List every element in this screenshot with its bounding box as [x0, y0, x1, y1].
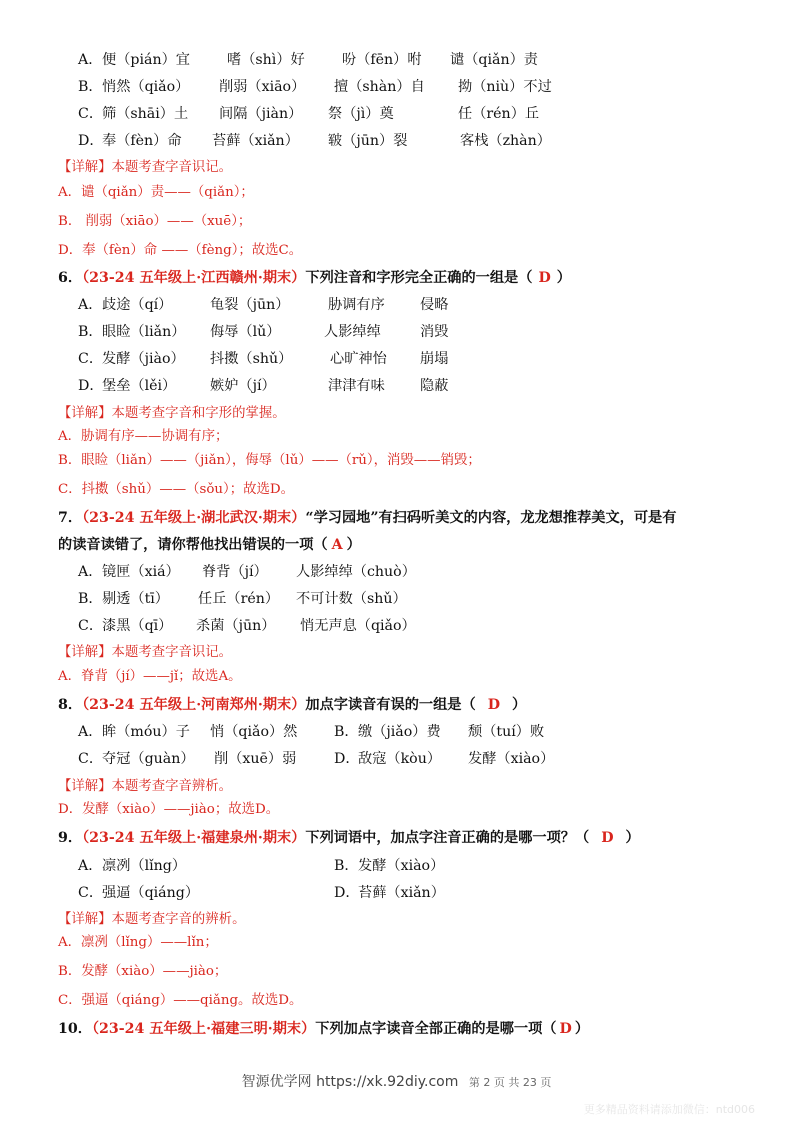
q9-explanation-line: C．强逼（qiáng）——qiǎng。故选D。	[58, 993, 303, 1008]
q7-explanation-title: 【详解】本题考查字音识记。	[58, 645, 233, 660]
q7-stem	[58, 508, 676, 528]
q9-explanation-line: B．发酵（xiào）——jiào；	[58, 964, 228, 979]
q5-explanation-title: 【详解】本题考查字音识记。	[58, 160, 233, 175]
answer-letter: A	[331, 537, 343, 553]
option-item: 侮辱（lǔ）	[210, 324, 281, 340]
question-text: “学习园地”有扫码听美文的内容，龙龙想推荐美文，可是有	[305, 510, 677, 526]
option-letter: D．	[78, 133, 104, 149]
option-letter: A．	[78, 52, 103, 68]
option-item: 心旷神怡	[330, 351, 387, 367]
q6-explanation-line: B．眼睑（liǎn）——（jiǎn），侮辱（lǔ）——（rǔ），消毁——销毁；	[58, 453, 481, 468]
option-item: 嫉妒（jí）	[210, 378, 276, 394]
q9-explanation-title: 【详解】本题考查字音的辨析。	[58, 912, 246, 927]
option-letter: D．	[78, 378, 104, 394]
option-item: 客栈（zhàn）	[460, 133, 551, 149]
question-text: 下列注音和字形完全正确的一组是（	[305, 270, 533, 286]
option-letter: B．	[78, 79, 103, 95]
option-item: 谴（qiǎn）责	[450, 52, 538, 68]
page-number: 第 2 页 共 23 页	[468, 1076, 552, 1089]
option-letter: B．	[78, 591, 103, 607]
option-item: 苔藓（xiǎn）	[212, 133, 299, 149]
question-close: ）	[512, 697, 527, 713]
option-item: 拗（niù）不过	[458, 79, 552, 95]
option-item: 发酵（xiào）	[468, 751, 555, 767]
option-item: 任（rén）丘	[458, 106, 540, 122]
option-item: 消毁	[420, 324, 449, 340]
page-footer	[0, 1071, 793, 1091]
option-letter: C．	[78, 618, 104, 634]
answer-letter: D	[601, 830, 614, 846]
option-item: 剔透（tī）	[102, 591, 169, 607]
option-letter: A．	[78, 858, 103, 874]
option-item: 人影绰绰	[324, 324, 381, 340]
option-item: 夺冠（guàn）	[102, 751, 195, 767]
option-letter: B．	[78, 324, 103, 340]
question-source: （23-24 五年级上·河南郑州·期末）	[82, 697, 306, 713]
footer-site: 智源优学网 https://xk.92diy.com	[241, 1074, 459, 1090]
option-item: 悄然（qiǎo）	[102, 79, 190, 95]
question-close: ）	[556, 270, 571, 286]
q9-explanation-line: A．凛冽（lǐng）——lǐn；	[58, 935, 218, 950]
option-item: 眸（móu）子	[102, 724, 190, 740]
option-item: 发酵（xiào）	[358, 858, 445, 874]
option-letter: B．	[334, 724, 359, 740]
option-item: 胁调有序	[328, 297, 385, 313]
option-item: 堡垒（lěi）	[102, 378, 177, 394]
option-item: 人影绰绰（chuò）	[296, 564, 416, 580]
question-source: （23-24 五年级上·福建泉州·期末）	[82, 830, 306, 846]
option-letter: B．	[334, 858, 359, 874]
option-item: 不可计数（shǔ）	[296, 591, 407, 607]
option-item: 龟裂（jūn）	[210, 297, 290, 313]
option-item: 便（pián）宜	[102, 52, 190, 68]
q8-explanation-line: D．发酵（xiào）——jiào；故选D。	[58, 802, 280, 817]
q7-stem-continued	[58, 535, 361, 555]
question-number: 9．	[58, 830, 83, 846]
option-item: 筛（shāi）土	[102, 106, 189, 122]
q8-explanation-title: 【详解】本题考查字音辨析。	[58, 779, 233, 794]
option-item: 悄（qiǎo）然	[210, 724, 298, 740]
option-letter: D．	[334, 751, 360, 767]
option-item: 敌寇（kòu）	[358, 751, 442, 767]
option-item: 崩塌	[420, 351, 449, 367]
q9-stem	[58, 828, 640, 848]
q5-explanation-line: A．谴（qiǎn）责——（qiǎn）；	[58, 185, 254, 200]
question-number: 7．	[58, 510, 83, 526]
question-text: 下列加点字读音全部正确的是哪一项（	[315, 1021, 557, 1037]
option-letter: D．	[334, 885, 360, 901]
option-item: 擅（shàn）自	[334, 79, 425, 95]
option-item: 悄无声息（qiǎo）	[300, 618, 416, 634]
question-close: ）	[625, 830, 640, 846]
q10-stem	[58, 1019, 589, 1039]
option-letter: C．	[78, 106, 104, 122]
option-item: 凛冽（lǐng）	[102, 858, 187, 874]
option-letter: A．	[78, 297, 103, 313]
option-letter: A．	[78, 724, 103, 740]
q6-explanation-line: A．胁调有序——协调有序；	[58, 429, 229, 444]
question-close: ）	[346, 537, 361, 553]
question-number: 6．	[58, 270, 83, 286]
q5-explanation-line: B． 削弱（xiāo）——（xuē）；	[58, 214, 252, 229]
q7-explanation-line: A．脊背（jí）——jǐ；故选A。	[58, 669, 242, 684]
answer-letter: D	[559, 1021, 572, 1037]
q8-stem	[58, 695, 526, 715]
option-item: 颓（tuí）败	[468, 724, 545, 740]
option-item: 削（xuē）弱	[214, 751, 297, 767]
question-source: （23-24 五年级上·江西赣州·期末）	[82, 270, 306, 286]
answer-letter: D	[538, 270, 551, 286]
option-item: 隐蔽	[420, 378, 449, 394]
option-letter: C．	[78, 351, 104, 367]
option-letter: C．	[78, 885, 104, 901]
question-number: 10．	[58, 1021, 92, 1037]
option-item: 津津有味	[328, 378, 385, 394]
option-item: 眼睑（liǎn）	[102, 324, 186, 340]
option-item: 脊背（jí）	[202, 564, 268, 580]
question-source: （23-24 五年级上·福建三明·期末）	[91, 1021, 316, 1037]
q5-explanation-line: D．奉（fèn）命 ——（fèng）；故选C。	[58, 243, 303, 258]
question-text: 加点字读音有误的一组是（	[305, 697, 476, 713]
option-letter: C．	[78, 751, 104, 767]
option-item: 奉（fèn）命	[102, 133, 182, 149]
option-item: 强逼（qiáng）	[102, 885, 200, 901]
option-item: 发酵（jiào）	[102, 351, 185, 367]
question-source: （23-24 五年级上·湖北武汉·期末）	[82, 510, 306, 526]
answer-letter: D	[487, 697, 500, 713]
q6-explanation-title: 【详解】本题考查字音和字形的掌握。	[58, 406, 286, 421]
question-text: 下列词语中，加点字注音正确的是哪一项？（	[305, 830, 590, 846]
option-item: 间隔（jiàn）	[219, 106, 303, 122]
option-item: 皲（jūn）裂	[328, 133, 408, 149]
option-item: 抖擞（shǔ）	[210, 351, 293, 367]
option-item: 侵略	[420, 297, 449, 313]
option-item: 漆黑（qī）	[102, 618, 173, 634]
option-item: 嗜（shì）好	[227, 52, 305, 68]
q6-explanation-line: C．抖擞（shǔ）——（sǒu）；故选D。	[58, 482, 295, 497]
question-number: 8．	[58, 697, 83, 713]
watermark-text: 更多精品资料请添加微信：ntd006	[583, 1103, 755, 1116]
option-item: 杀菌（jūn）	[196, 618, 276, 634]
option-item: 苔藓（xiǎn）	[358, 885, 445, 901]
option-item: 祭（jì）奠	[328, 106, 394, 122]
option-item: 缴（jiǎo）费	[358, 724, 441, 740]
question-text: 的读音读错了，请你帮他找出错误的一项（	[58, 537, 328, 553]
option-item: 任丘（rén）	[198, 591, 280, 607]
option-letter: A．	[78, 564, 103, 580]
question-close: ）	[574, 1021, 590, 1037]
q6-stem	[58, 268, 571, 288]
option-item: 歧途（qí）	[102, 297, 173, 313]
option-item: 镜匣（xiá）	[102, 564, 180, 580]
option-item: 削弱（xiāo）	[219, 79, 306, 95]
option-item: 吩（fēn）咐	[342, 52, 422, 68]
